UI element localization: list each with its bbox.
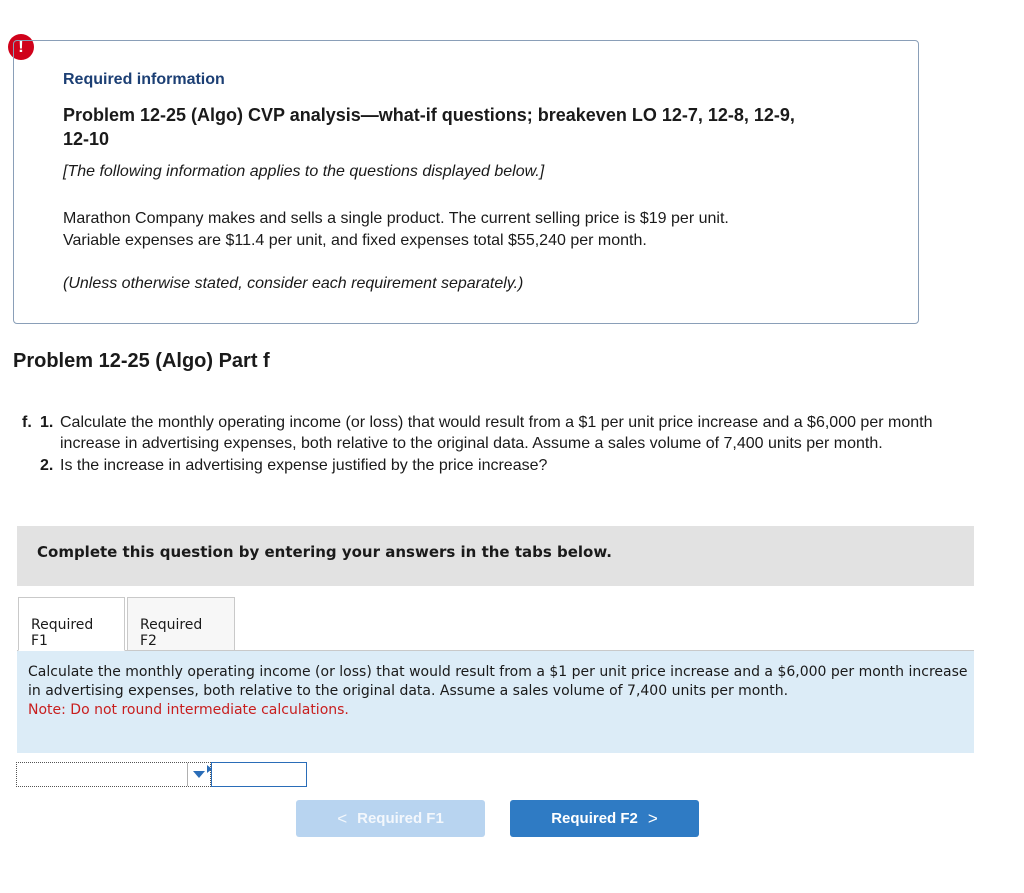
description-line2: Variable expenses are $11.4 per unit, and fixed expenses total $55,240 per month. [63,232,647,249]
tab-panel-required-f1 [17,650,974,753]
question-item-number: 1. [40,414,54,431]
required-information-box [13,40,919,324]
instructions-bar [17,526,974,586]
next-required-f2-button[interactable] [510,800,699,837]
context-note: [The following information applies to the questions displayed below.] [63,163,545,180]
question-item-1 [20,412,980,454]
chevron-down-icon [193,771,205,778]
alert-icon: ! [8,34,34,60]
question-block [20,412,980,476]
panel-note: Note: Do not round intermediate calculations. [28,702,349,718]
question-item-2 [20,455,980,476]
part-title: Problem 12-25 (Algo) Part f [13,350,270,372]
description-line1: Marathon Company makes and sells a single product. The current selling price is $19 per unit. [63,210,729,227]
prev-required-f1-button[interactable] [296,800,485,837]
tab-required-f2[interactable]: Required F2 [127,597,235,651]
question-item-text: Is the increase in advertising expense justified by the price increase? [60,457,548,474]
problem-heading [63,103,883,151]
question-letter: f. [22,414,32,431]
problem-description [63,208,863,252]
tab-required-f1[interactable]: Required F1 [18,597,125,651]
panel-instructions [28,663,973,720]
panel-question-text: Calculate the monthly operating income (or loss) that would result from a $1 per unit price increase and a $6,000 per month increase in advertising expenses, both relative to the original data. Assume a sales volume of 7,400 units per month. [28,664,968,699]
operating-income-input[interactable] [211,762,307,787]
chevron-left-icon: < [337,808,348,828]
prev-button-label: Required F1 [357,810,444,827]
problem-heading-line1: Problem 12-25 (Algo) CVP analysis—what-if questions; breakeven LO 12-7, 12-8, 12-9, [63,105,795,125]
instructions-text: Complete this question by entering your answers in the tabs below. [37,543,612,561]
question-item-number: 2. [40,457,54,474]
next-button-label: Required F2 [551,810,638,827]
income-label-dropdown[interactable] [16,762,211,787]
separate-requirement-note: (Unless otherwise stated, consider each requirement separately.) [63,275,524,292]
problem-heading-line2: 12-10 [63,129,110,149]
question-item-text: Calculate the monthly operating income (or loss) that would result from a $1 per unit price increase and a $6,000 per month increase in advertising expenses, both relative to the original data. Assume a sales volume of 7,400 units per month. [60,414,933,452]
required-info-title: Required information [63,71,225,88]
chevron-right-icon: > [647,808,658,828]
